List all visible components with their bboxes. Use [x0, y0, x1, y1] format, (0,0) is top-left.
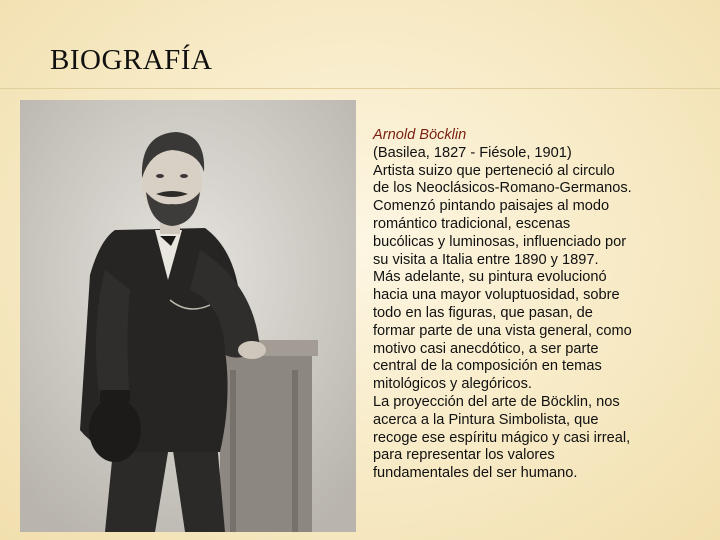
- bio-line: recoge ese espíritu mágico y casi irreal,: [373, 429, 631, 446]
- bio-line: (Basilea, 1827 - Fiésole, 1901): [373, 144, 572, 161]
- bio-line: acerca a la Pintura Simbolista, que: [373, 411, 599, 428]
- bio-line: fundamentales del ser humano.: [373, 465, 578, 482]
- bio-line: Más adelante, su pintura evolucionó: [373, 269, 607, 286]
- bio-line: hacia una mayor voluptuosidad, sobre: [373, 287, 620, 304]
- bio-line: motivo casi anecdótico, a ser parte: [373, 340, 599, 357]
- bio-line: Comenzó pintando paisajes al modo: [373, 198, 610, 215]
- bio-line: de los Neoclásicos-Romano-Germanos.: [373, 180, 632, 197]
- biography-text: [373, 127, 693, 483]
- artist-name: Arnold Böcklin: [373, 127, 467, 143]
- bio-line: bucólicas y luminosas, influenciado por: [373, 233, 627, 250]
- title-divider: [0, 88, 720, 89]
- portrait-photo: [20, 100, 356, 532]
- bio-line: La proyección del arte de Böcklin, nos: [373, 393, 620, 410]
- bio-line: formar parte de una vista general, como: [373, 322, 632, 339]
- bio-line: central de la composición en temas: [373, 358, 602, 375]
- bio-line: mitológicos y alegóricos.: [373, 376, 532, 393]
- bio-line: para representar los valores: [373, 447, 555, 464]
- bio-line: todo en las figuras, que pasan, de: [373, 304, 593, 321]
- bio-line: Artista suizo que perteneció al circulo: [373, 162, 615, 179]
- bio-line: su visita a Italia entre 1890 y 1897.: [373, 251, 599, 268]
- slide-title: BIOGRAFÍA: [50, 44, 213, 76]
- bio-line: romántico tradicional, escenas: [373, 215, 571, 232]
